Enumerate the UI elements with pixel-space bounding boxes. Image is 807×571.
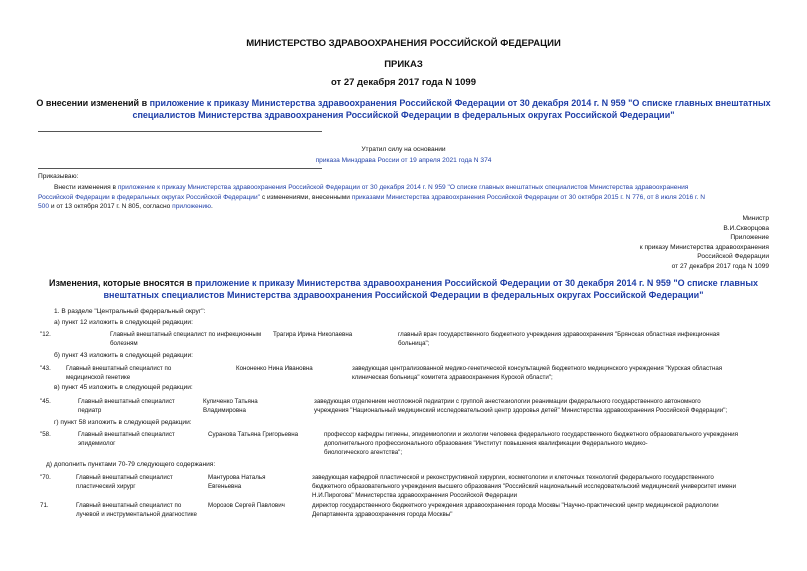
appendix-to-order: к приказу Министерства здравоохранения (639, 243, 769, 251)
appendix-date: от 27 декабря 2017 года N 1099 (671, 262, 769, 270)
intro-link-1[interactable]: приложение к приказу Министерства здравоохранения Российской Федерации от 30 декабря 2014 г. N 959 "О списке главных внештатных (149, 98, 771, 108)
document-date: от 27 декабря 2017 года N 1099 (330, 77, 476, 88)
divider-top (38, 131, 322, 132)
table-row: "43. Главный внештатный специалист по медицинской генетике Кононенко Нина Ивановна заведующая централизованной медико-генетической консультацией бюджетного медицинского учреждения "Курская областная клиническая больница" комитета здравоохранения Курской области"; (40, 365, 723, 381)
ministry-title: МИНИСТЕРСТВО ЗДРАВООХРАНЕНИЯ РОССИЙСКОЙ ФЕДЕРАЦИИ (246, 38, 561, 49)
signature-role: Министр (742, 215, 769, 222)
point-b: б) пункт 43 изложить в следующей редакции: (54, 352, 194, 359)
annex-link[interactable]: приложению (172, 203, 211, 210)
amending-orders-link[interactable]: приказами Министерства здравоохранения Российской Федерации от 30 октября 2015 г. N 776, от 8 июля 2016 г. N (351, 193, 706, 201)
changes-title-link-1[interactable]: приложение к приказу Министерства здравоохранения Российской Федерации от 30 декабря 2014 г. N 959 "О списке главных (194, 278, 759, 288)
intro-title: О внесении изменений в приложение к приказу Министерства здравоохранения Российской Федерации от 30 декабря 2014 г. N 959 "О списке главных внештатных специалистов Министерства здравоохранения Российской Федерации в федеральных округах Российской Федерации" (36, 98, 771, 120)
appendix-link[interactable]: приложение к приказу Министерства здравоохранения Российской Федерации от 30 декабря 2014 г. N 959 "О списке главных внештатных специалистов Министерства здравоохранения (117, 184, 689, 191)
point-v: в) пункт 45 изложить в следующей редакции: (54, 384, 193, 391)
table-row: "45. Главный внештатный специалист педиатр Куличенко Татьяна Владимировна заведующая отделением неотложной педиатрии с группой анестезиологии реанимации федерального государственного автономного учреждения "Национальный медицинский исследовательский центр здоровья детей" Министерства здравоохранения Российской Федерации"; (40, 398, 728, 414)
appendix-label: Приложение (730, 234, 769, 241)
appendix-rf: Российской Федерации (697, 253, 769, 260)
prikazyvayu-label: Приказываю: (38, 173, 79, 180)
point-d: д) дополнить пунктами 70-79 следующего содержания: (46, 461, 216, 468)
repeal-order-link[interactable]: приказа Минздрава России от 19 апреля 2021 года N 374 (315, 157, 492, 164)
signature-name: В.И.Скворцова (723, 224, 769, 232)
changes-title: Изменения, которые вносятся в приложение к приказу Министерства здравоохранения Российской Федерации от 30 декабря 2014 г. N 959 "О списке главных внештатных специалистов Министерства здравоохранения Российской Федерации в федеральных округах Российской Федерации" (48, 278, 759, 300)
point-a: а) пункт 12 изложить в следующей редакции: (54, 319, 193, 326)
document-type: ПРИКАЗ (384, 59, 423, 70)
appendix-link-cont[interactable]: Российской Федерации в федеральных округах Российской Федерации" (38, 193, 260, 201)
point-g: г) пункт 58 изложить в следующей редакции: (54, 419, 192, 426)
divider-bottom (38, 168, 322, 169)
table-row: 71. Главный внештатный специалист по лучевой и инструментальной диагностике Морозов Сергей Павлович директор государственного бюджетного учреждения здравоохранения города Москвы "Научно-практический центр медицинской радиологии Департамента здравоохранения города Москвы" (40, 502, 719, 518)
section-heading: 1. В разделе "Центральный федеральный округ": (54, 308, 206, 315)
changes-title-link-2[interactable]: внештатных специалистов Министерства здравоохранения Российской Федерации в федеральных округах Российской Федерации" (103, 290, 704, 300)
intro-link-2[interactable]: специалистов Министерства здравоохранения Российской Федерации в федеральных округах Российской Федерации" (132, 110, 675, 120)
lost-force-note: Утратил силу на основании (361, 146, 446, 153)
table-row: "12. Главный внештатный специалист по инфекционным болезням Трагира Ирина Николаевна главный врач государственного бюджетного учреждения здравоохранения "Брянская областная инфекционная больница"; (40, 331, 720, 347)
table-row: "70. Главный внештатный специалист пластический хирург Мантурова Наталья Евгеньевна заведующая кафедрой пластической и реконструктивной хирургии, косметологии и клеточных технологий федерального государственного бюджетного образовательного учреждения высшего образования "Российский национальный исследовательский медицинский университет имени Н.И.Пирогова" Министерства здравоохранения Российской Федерации (40, 474, 737, 499)
order-paragraph: Внести изменения в приложение к приказу Министерства здравоохранения Российской Федерации от 30 декабря 2014 г. N 959 "О списке главных внештатных специалистов Министерства здравоохранения Российской Федерации в федеральных округах Российской Федерации" с изменениями, внесенными приказами Министерства здравоохранения Российской Федерации от 30 октября 2015 г. N 776, от 8 июля 2016 г. N 500 и от 13 октября 2017 г. N 805, согласно приложению. (38, 184, 706, 210)
signature-block (469, 214, 769, 271)
order-500-link[interactable]: 500 (38, 203, 50, 210)
table-row: "58. Главный внештатный специалист эпидемиолог Суранова Татьяна Григорьевна профессор кафедры гигиены, эпидемиологии и экологии человека федерального государственного бюджетного образовательного учреждения дополнительного профессионального образования "Институт повышения квалификации Федерального медико- биологического агентства"; (40, 431, 738, 456)
